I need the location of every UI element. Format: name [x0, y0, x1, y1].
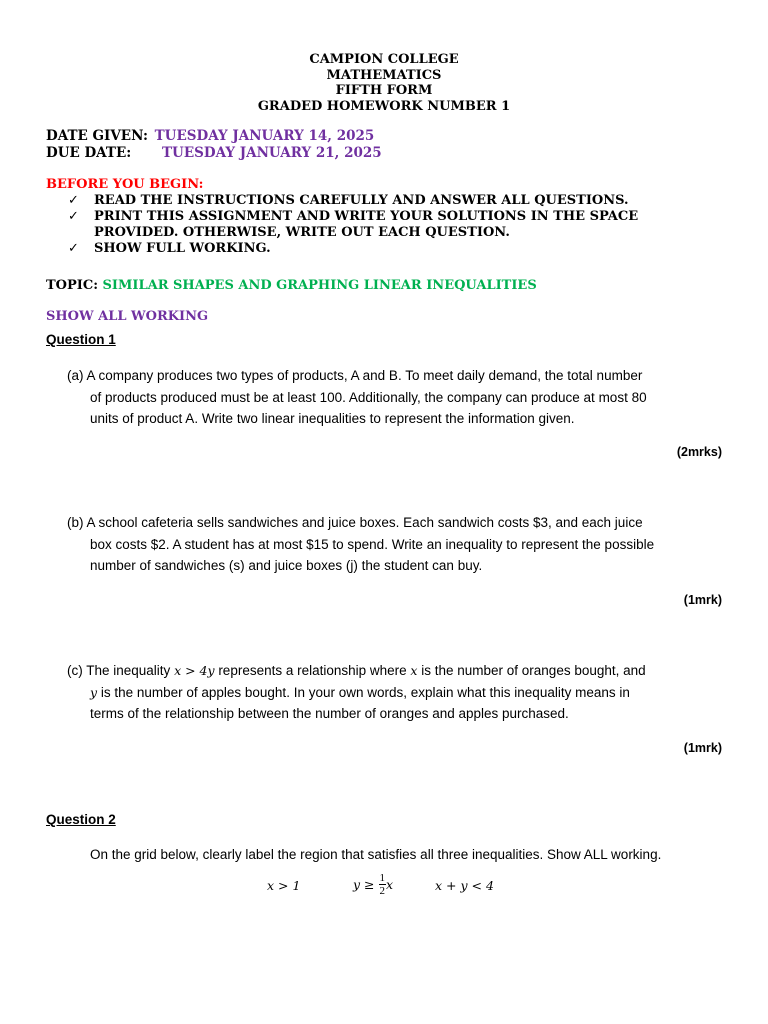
- inequality-expression: x > 4y: [174, 663, 215, 678]
- subject: MATHEMATICS: [326, 67, 442, 83]
- date-given-label: DATE GIVEN:: [46, 128, 148, 144]
- date-given-row: [46, 128, 382, 145]
- due-date-value: TUESDAY JANUARY 21, 2025: [162, 145, 382, 161]
- question-1c-marks: (1mrk): [683, 741, 722, 755]
- form-level: FIFTH FORM: [335, 83, 433, 98]
- inequality-1: x > 1: [267, 878, 301, 893]
- before-you-begin: [46, 177, 638, 257]
- school-name: CAMPION COLLEGE: [309, 52, 459, 67]
- instruction-item: ✓ READ THE INSTRUCTIONS CAREFULLY AND ANSWER ALL QUESTIONS.: [68, 193, 629, 208]
- assignment-title: GRADED HOMEWORK NUMBER 1: [257, 98, 511, 114]
- check-icon: ✓: [68, 209, 79, 224]
- before-heading: BEFORE YOU BEGIN:: [46, 177, 204, 192]
- date-given-value: TUESDAY JANUARY 14, 2025: [154, 128, 375, 144]
- instruction-item-continued: PROVIDED. OTHERWISE, WRITE OUT EACH QUESTION.: [94, 225, 510, 240]
- question-1a: (a) A company produces two types of products, A and B. To meet daily demand, the total number of products produced must be at least 100. Additionally, the company can produce at most 80 units of product A. Write two linear inequalities to represent the information given.: [67, 368, 647, 426]
- due-date-label: DUE DATE:: [46, 145, 132, 161]
- question-1c: (c) The inequality x > 4y represents a relationship where x is the number of oranges bought, and y is the number of apples bought. In your own words, explain what this inequality means in terms of the relationship between the number of oranges and apples purchased.: [67, 663, 646, 721]
- instruction-item: ✓ PRINT THIS ASSIGNMENT AND WRITE YOUR SOLUTIONS IN THE SPACE: [68, 209, 639, 224]
- due-date-row: [46, 145, 382, 162]
- question-1b: (b) A school cafeteria sells sandwiches and juice boxes. Each sandwich costs $3, and each juice box costs $2. A student has at most $15 to spend. Write an inequality to represent the possible number of sandwiches (s) and juice boxes (j) the student can buy.: [67, 515, 655, 573]
- question-1b-marks: (1mrk): [683, 593, 722, 607]
- topic-row: [46, 278, 537, 293]
- inequality-2: y ≥ $\frac{1}{2}$ x: [353, 872, 394, 897]
- question-2-heading: Question 2: [46, 812, 116, 827]
- instruction-item: ✓ SHOW FULL WORKING.: [68, 241, 271, 256]
- dates-block: [46, 128, 382, 162]
- inequality-3: x + y < 4: [435, 878, 494, 893]
- question-1-heading: Question 1: [46, 332, 116, 347]
- check-icon: ✓: [68, 241, 79, 256]
- topic-label: TOPIC:: [46, 278, 98, 293]
- fraction-half: $\frac{1}{2}$: [379, 872, 386, 897]
- check-icon: ✓: [68, 193, 79, 208]
- topic-value: SIMILAR SHAPES AND GRAPHING LINEAR INEQUALITIES: [102, 278, 537, 293]
- question-2-instruction: On the grid below, clearly label the region that satisfies all three inequalities. Show ALL working.: [90, 847, 662, 862]
- show-all-working: SHOW ALL WORKING: [46, 309, 209, 324]
- document-header: [0, 52, 768, 114]
- question-1a-marks: (2mrks): [676, 445, 722, 459]
